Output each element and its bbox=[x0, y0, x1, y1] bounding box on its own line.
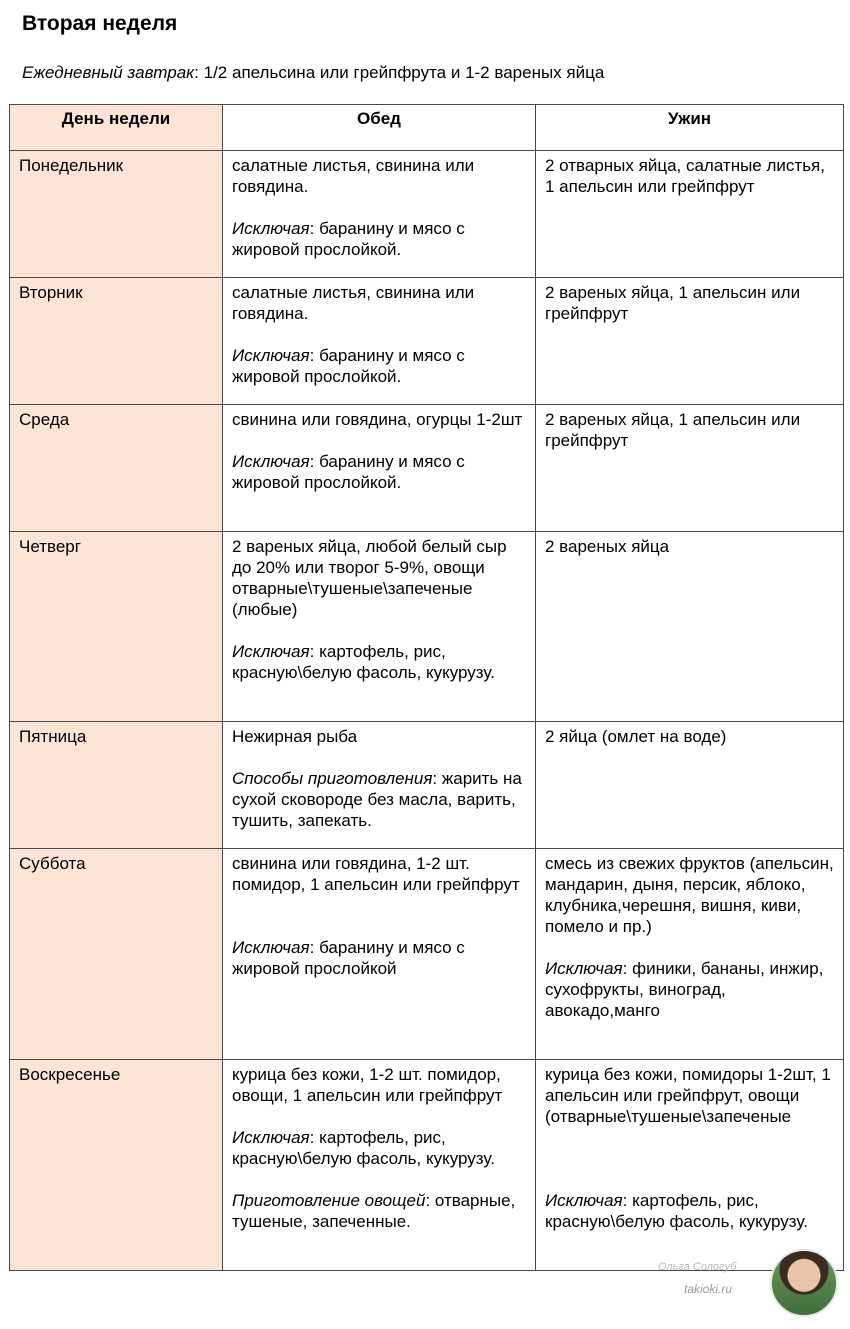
emphasis-label: Исключая bbox=[232, 219, 310, 238]
dinner-paragraph bbox=[545, 726, 834, 747]
lunch-paragraph bbox=[232, 641, 526, 683]
day-cell: Воскресенье bbox=[10, 1060, 223, 1271]
column-header-lunch: Обед bbox=[223, 105, 536, 151]
dinner-paragraph bbox=[545, 155, 834, 197]
dinner-cell bbox=[536, 849, 844, 1060]
table-row bbox=[10, 151, 844, 278]
emphasis-label: Исключая bbox=[232, 452, 310, 471]
cell-text: салатные листья, свинина или говядина. bbox=[232, 283, 475, 323]
cell-text: курица без кожи, 1-2 шт. помидор, овощи, 1 апельсин или грейпфрут bbox=[232, 1065, 503, 1105]
cell-text: салатные листья, свинина или говядина. bbox=[232, 156, 475, 196]
cell-text: : баранину и мясо с жировой прослойкой. bbox=[232, 452, 465, 492]
table-body bbox=[10, 151, 844, 1271]
cell-text: : картофель, рис, красную\белую фасоль, кукурузу. bbox=[232, 1128, 495, 1168]
cell-text: курица без кожи, помидоры 1-2шт, 1 апельсин или грейпфрут, овощи (отварные\тушеные\запеченые bbox=[545, 1065, 831, 1126]
cell-text: 2 вареных яйца, 1 апельсин или грейпфрут bbox=[545, 410, 801, 450]
day-cell: Пятница bbox=[10, 722, 223, 849]
cell-text: Нежирная рыба bbox=[232, 727, 358, 746]
day-cell: Суббота bbox=[10, 849, 223, 1060]
cell-text: 2 яйца (омлет на воде) bbox=[545, 727, 727, 746]
dinner-cell bbox=[536, 405, 844, 532]
dinner-paragraph bbox=[545, 282, 834, 324]
day-cell: Среда bbox=[10, 405, 223, 532]
lunch-paragraph bbox=[232, 536, 526, 620]
lunch-cell bbox=[223, 849, 536, 1060]
cell-text: : баранину и мясо с жировой прослойкой bbox=[232, 938, 465, 978]
cell-text: смесь из свежих фруктов (апельсин, мандарин, дыня, персик, яблоко, клубника,черешня, вишня, киви, помело и пр.) bbox=[545, 854, 834, 936]
column-header-day: День недели bbox=[10, 105, 223, 151]
breakfast-text: : 1/2 апельсина или грейпфрута и 1-2 вареных яйца bbox=[194, 63, 605, 82]
cell-text: : картофель, рис, красную\белую фасоль, кукурузу. bbox=[232, 642, 495, 682]
lunch-cell bbox=[223, 1060, 536, 1271]
day-cell: Понедельник bbox=[10, 151, 223, 278]
cell-text: свинина или говядина, огурцы 1-2шт bbox=[232, 410, 523, 429]
breakfast-label: Ежедневный завтрак bbox=[22, 63, 195, 82]
lunch-paragraph bbox=[232, 768, 526, 831]
cell-text: : баранину и мясо с жировой прослойкой. bbox=[232, 219, 465, 259]
lunch-paragraph bbox=[232, 155, 526, 197]
lunch-paragraph bbox=[232, 726, 526, 747]
dinner-paragraph bbox=[545, 1190, 834, 1232]
cell-text: : финики, бананы, инжир, сухофрукты, виноград, авокадо,манго bbox=[545, 959, 824, 1020]
emphasis-label: Исключая bbox=[545, 1191, 623, 1210]
lunch-paragraph bbox=[232, 853, 526, 895]
cell-text: свинина или говядина, 1-2 шт. помидор, 1 апельсин или грейпфрут bbox=[232, 854, 520, 894]
lunch-paragraph bbox=[232, 1064, 526, 1106]
dinner-cell bbox=[536, 532, 844, 722]
day-cell: Вторник bbox=[10, 278, 223, 405]
lunch-paragraph bbox=[232, 1127, 526, 1169]
table-row bbox=[10, 722, 844, 849]
table-row bbox=[10, 849, 844, 1060]
watermark bbox=[658, 1249, 838, 1319]
dinner-paragraph bbox=[545, 958, 834, 1021]
emphasis-label: Способы приготовления bbox=[232, 769, 433, 788]
watermark-site: takioki.ru bbox=[684, 1282, 733, 1296]
emphasis-label: Исключая bbox=[232, 938, 310, 957]
cell-text: : жарить на сухой сковороде без масла, варить, тушить, запекать. bbox=[232, 769, 522, 830]
table-row bbox=[10, 405, 844, 532]
dinner-cell bbox=[536, 278, 844, 405]
weekly-menu-table bbox=[9, 104, 844, 1271]
table-row bbox=[10, 278, 844, 405]
cell-text: : картофель, рис, красную\белую фасоль, кукурузу. bbox=[545, 1191, 808, 1231]
lunch-paragraph bbox=[232, 282, 526, 324]
day-cell: Четверг bbox=[10, 532, 223, 722]
dinner-paragraph bbox=[545, 536, 834, 557]
lunch-cell bbox=[223, 151, 536, 278]
emphasis-label: Исключая bbox=[545, 959, 623, 978]
lunch-paragraph bbox=[232, 451, 526, 493]
table-row bbox=[10, 1060, 844, 1271]
cell-text: : отварные, тушеные, запеченные. bbox=[232, 1191, 516, 1231]
lunch-paragraph bbox=[232, 937, 526, 979]
lunch-paragraph bbox=[232, 218, 526, 260]
emphasis-label: Исключая bbox=[232, 346, 310, 365]
watermark-author: Ольга Сологуб bbox=[658, 1261, 737, 1273]
emphasis-label: Исключая bbox=[232, 1128, 310, 1147]
lunch-paragraph bbox=[232, 409, 526, 430]
lunch-cell bbox=[223, 532, 536, 722]
emphasis-label: Исключая bbox=[232, 642, 310, 661]
lunch-cell bbox=[223, 405, 536, 532]
daily-breakfast-note bbox=[22, 63, 604, 83]
table-row bbox=[10, 532, 844, 722]
emphasis-label: Приготовление овощей bbox=[232, 1191, 426, 1210]
lunch-paragraph bbox=[232, 1190, 526, 1232]
page-title: Вторая неделя bbox=[22, 12, 178, 35]
lunch-cell bbox=[223, 722, 536, 849]
cell-text: 2 вареных яйца, любой белый сыр до 20% или творог 5-9%, овощи отварные\тушеные\запеченые (любые) bbox=[232, 537, 507, 619]
cell-text: : баранину и мясо с жировой прослойкой. bbox=[232, 346, 465, 386]
lunch-paragraph bbox=[232, 345, 526, 387]
table-header-row bbox=[10, 105, 844, 151]
cell-text: 2 вареных яйца bbox=[545, 537, 670, 556]
dinner-cell bbox=[536, 1060, 844, 1271]
dinner-paragraph bbox=[545, 409, 834, 451]
lunch-cell bbox=[223, 278, 536, 405]
cell-text: 2 вареных яйца, 1 апельсин или грейпфрут bbox=[545, 283, 801, 323]
dinner-paragraph bbox=[545, 1064, 834, 1127]
column-header-dinner: Ужин bbox=[536, 105, 844, 151]
avatar bbox=[770, 1249, 838, 1317]
dinner-cell bbox=[536, 722, 844, 849]
cell-text: 2 отварных яйца, салатные листья, 1 апельсин или грейпфрут bbox=[545, 156, 825, 196]
dinner-cell bbox=[536, 151, 844, 278]
dinner-paragraph bbox=[545, 853, 834, 937]
